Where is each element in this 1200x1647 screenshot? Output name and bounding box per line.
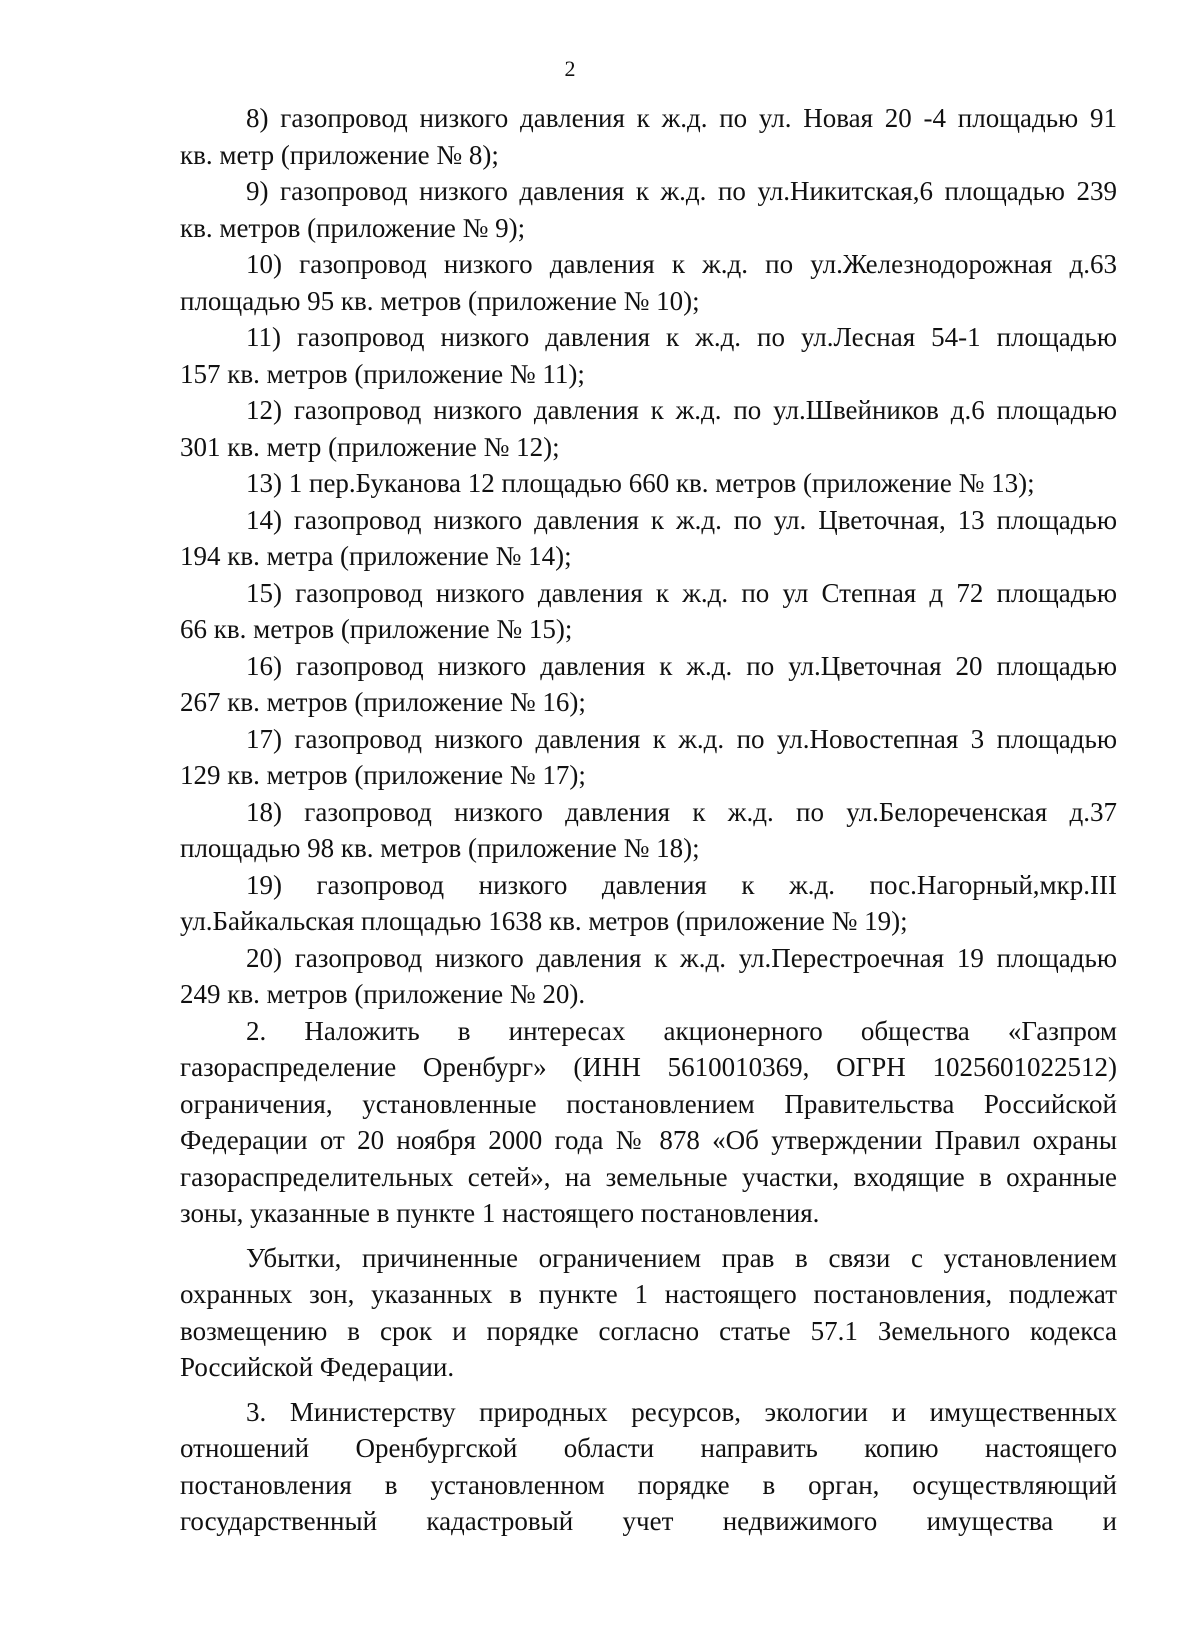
clause-3-paragraph xyxy=(180,1394,1117,1540)
list-item-line: 10) газопровод низкого давления к ж.д. по ул.Железнодорожная д.63 xyxy=(246,249,1117,279)
paragraph-line: 2. Наложить в интересах акционерного общества «Газпром xyxy=(246,1015,1117,1046)
list-item-line: 20) газопровод низкого давления к ж.д. ул.Перестроечная 19 площадью xyxy=(246,942,1117,973)
list-item-line: 9) газопровод низкого давления к ж.д. по ул.Никитская,6 площадью 239 xyxy=(246,176,1117,206)
paragraph-line: зоны, указанные в пункте 1 настоящего постановления. xyxy=(180,1198,820,1228)
list-item xyxy=(180,721,1117,794)
list-item xyxy=(180,392,1117,465)
paragraph-line: государственный кадастровый учет недвижимого имущества и xyxy=(180,1506,1117,1536)
list-item xyxy=(180,173,1117,246)
clause-2-paragraph xyxy=(180,1013,1117,1232)
list-item-line: 249 кв. метров (приложение № 20). xyxy=(180,979,586,1009)
paragraph-line: 3. Министерству природных ресурсов, экологии и имущественных xyxy=(246,1396,1117,1427)
paragraph-line: газораспределение Оренбург» (ИНН 5610010369, ОГРН 1025601022512) xyxy=(180,1052,1117,1082)
list-item-line: ул.Байкальская площадью 1638 кв. метров (приложение № 19); xyxy=(180,906,908,936)
damages-paragraph xyxy=(180,1240,1117,1386)
paragraph-line: Федерации от 20 ноября 2000 года № 878 «Об утверждении Правил охраны xyxy=(180,1125,1117,1155)
list-item xyxy=(180,940,1117,1013)
list-item xyxy=(180,319,1117,392)
list-item-line: 14) газопровод низкого давления к ж.д. по ул. Цветочная, 13 площадью xyxy=(246,504,1117,535)
paragraph-line: Убытки, причиненные ограничением прав в связи с установлением xyxy=(246,1242,1117,1273)
paragraph-line: охранных зон, указанных в пункте 1 настоящего постановления, подлежат xyxy=(180,1279,1117,1309)
list-item-line: кв. метр (приложение № 8); xyxy=(180,139,499,170)
list-item-line: кв. метров (приложение № 9); xyxy=(180,212,526,243)
list-item xyxy=(180,100,1117,173)
list-item xyxy=(180,502,1117,575)
list-item xyxy=(180,575,1117,648)
list-item xyxy=(180,867,1117,940)
list-item-line: 301 кв. метр (приложение № 12); xyxy=(180,431,560,462)
list-item-line: 11) газопровод низкого давления к ж.д. по ул.Лесная 54-1 площадью xyxy=(246,322,1117,352)
list-item-line: 8) газопровод низкого давления к ж.д. по ул. Новая 20 -4 площадью 91 xyxy=(246,103,1117,133)
list-item-line: 194 кв. метра (приложение № 14); xyxy=(180,541,572,571)
list-item xyxy=(180,648,1117,721)
paragraph-line: газораспределительных сетей», на земельные участки, входящие в охранные xyxy=(180,1161,1117,1192)
list-item-line: 13) 1 пер.Буканова 12 площадью 660 кв. метров (приложение № 13); xyxy=(246,468,1035,498)
paragraph-line: отношений Оренбургской области направить копию настоящего xyxy=(180,1433,1117,1463)
list-item-line: 19) газопровод низкого давления к ж.д. пос.Нагорный,мкр.III xyxy=(246,869,1117,900)
list-item xyxy=(180,465,1117,502)
document-body xyxy=(180,100,1117,1540)
paragraph-line: возмещению в срок и порядке согласно статье 57.1 Земельного кодекса xyxy=(180,1315,1117,1346)
list-item-line: 15) газопровод низкого давления к ж.д. по ул Степная д 72 площадью xyxy=(246,577,1117,608)
paragraph-line: Российской Федерации. xyxy=(180,1352,455,1382)
paragraph-line: постановления в установленном порядке в орган, осуществляющий xyxy=(180,1469,1117,1500)
list-item-line: площадью 98 кв. метров (приложение № 18); xyxy=(180,833,700,863)
list-item xyxy=(180,246,1117,319)
paragraph-line: ограничения, установленные постановлением Правительства Российской xyxy=(180,1088,1117,1119)
list-item-line: 157 кв. метров (приложение № 11); xyxy=(180,358,585,389)
list-item-line: площадью 95 кв. метров (приложение № 10); xyxy=(180,285,700,316)
list-item xyxy=(180,794,1117,867)
page-number: 2 xyxy=(564,56,576,81)
list-item-line: 17) газопровод низкого давления к ж.д. по ул.Новостепная 3 площадью xyxy=(246,723,1117,754)
list-item-line: 66 кв. метров (приложение № 15); xyxy=(180,614,573,644)
list-item-line: 18) газопровод низкого давления к ж.д. по ул.Белореченская д.37 xyxy=(246,796,1117,827)
list-item-line: 16) газопровод низкого давления к ж.д. по ул.Цветочная 20 площадью xyxy=(246,650,1117,681)
list-item-line: 267 кв. метров (приложение № 16); xyxy=(180,687,586,717)
list-item-line: 129 кв. метров (приложение № 17); xyxy=(180,760,586,790)
list-item-line: 12) газопровод низкого давления к ж.д. по ул.Швейников д.6 площадью xyxy=(246,395,1117,425)
